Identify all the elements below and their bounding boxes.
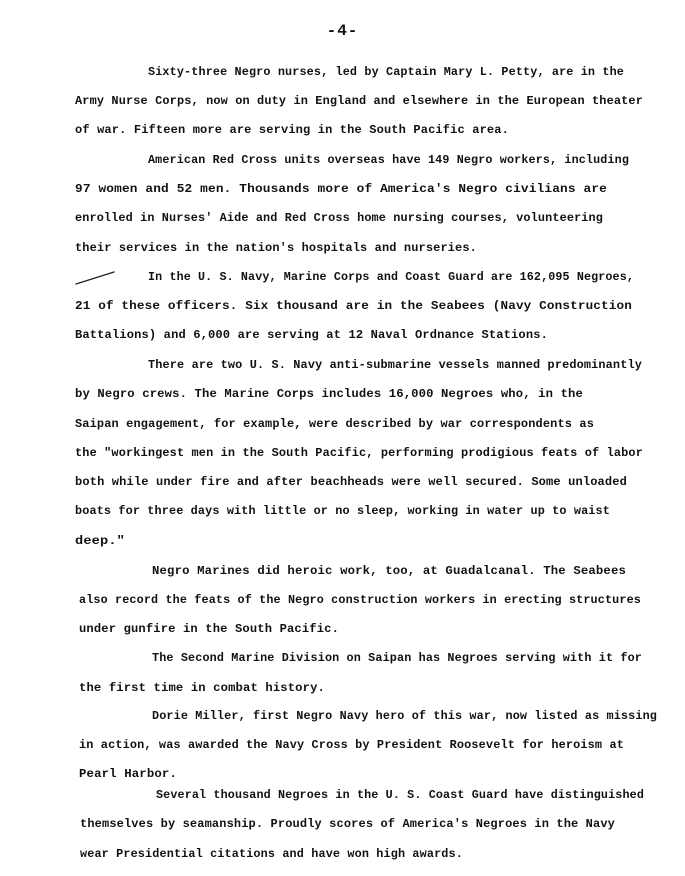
text-line: under gunfire in the South Pacific. — [79, 622, 339, 636]
text-line: Army Nurse Corps, now on duty in England and elsewhere in the European theater — [75, 94, 643, 108]
text-line: by Negro crews. The Marine Corps includes 16,000 Negroes who, in the — [75, 387, 583, 401]
text-line: in action, was awarded the Navy Cross by President Roosevelt for heroism at — [79, 738, 624, 752]
text-line: The Second Marine Division on Saipan has Negroes serving with it for — [152, 651, 642, 665]
text-line: Several thousand Negroes in the U. S. Coast Guard have distinguished — [156, 788, 644, 802]
margin-pencil-mark — [74, 270, 116, 286]
text-line: Battalions) and 6,000 are serving at 12 Naval Ordnance Stations. — [75, 328, 548, 342]
text-line: of war. Fifteen more are serving in the South Pacific area. — [75, 123, 509, 137]
text-line: There are two U. S. Navy anti-submarine vessels manned predominantly — [148, 358, 642, 372]
text-line: Negro Marines did heroic work, too, at Guadalcanal. The Seabees — [152, 564, 626, 578]
text-line: deep." — [75, 534, 125, 548]
text-line: the first time in combat history. — [79, 681, 325, 695]
text-line: American Red Cross units overseas have 149 Negro workers, including — [148, 153, 629, 167]
text-line: enrolled in Nurses' Aide and Red Cross home nursing courses, volunteering — [75, 211, 603, 225]
text-line: the "workingest men in the South Pacific, performing prodigious feats of labor — [75, 446, 643, 460]
text-line: boats for three days with little or no sleep, working in water up to waist — [75, 504, 610, 518]
text-line: 97 women and 52 men. Thousands more of America's Negro civilians are — [75, 182, 607, 196]
text-line: also record the feats of the Negro construction workers in erecting structures — [79, 593, 641, 607]
text-line: Dorie Miller, first Negro Navy hero of this war, now listed as missing — [152, 709, 657, 723]
text-line: Saipan engagement, for example, were described by war correspondents as — [75, 417, 594, 431]
text-line: their services in the nation's hospitals and nurseries. — [75, 241, 477, 255]
text-line: Pearl Harbor. — [79, 767, 177, 781]
text-line: 21 of these officers. Six thousand are in the Seabees (Navy Construction — [75, 299, 632, 313]
text-line: wear Presidential citations and have won high awards. — [80, 847, 463, 861]
text-line: both while under fire and after beachheads were well secured. Some unloaded — [75, 475, 627, 489]
page-number: -4- — [326, 22, 359, 40]
text-line: In the U. S. Navy, Marine Corps and Coast Guard are 162,095 Negroes, — [148, 270, 634, 284]
text-line: themselves by seamanship. Proudly scores of America's Negroes in the Navy — [80, 817, 615, 831]
text-line: Sixty-three Negro nurses, led by Captain Mary L. Petty, are in the — [148, 65, 624, 79]
